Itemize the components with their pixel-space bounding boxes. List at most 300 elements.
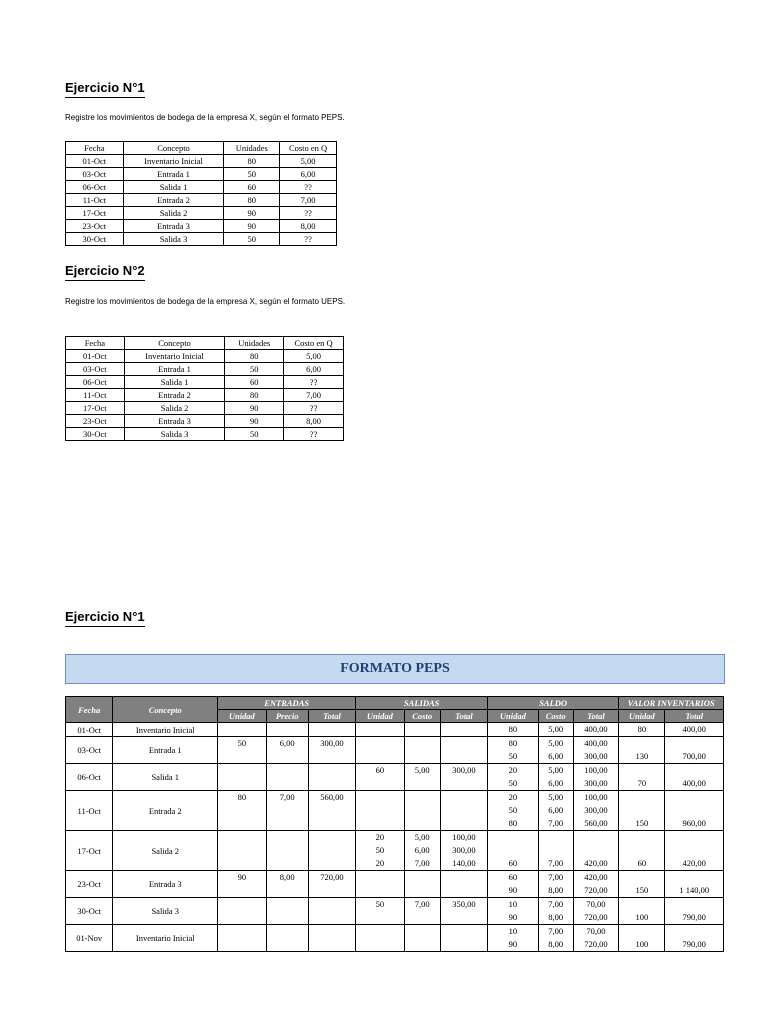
table-cell: 03-Oct — [66, 363, 125, 376]
table-cell: Salida 3 — [123, 233, 224, 246]
fecha-cell: 03-Oct — [66, 737, 113, 764]
value-line: 7,00 — [414, 858, 430, 868]
value-cell — [619, 925, 665, 952]
value-line — [665, 871, 723, 884]
value-cell — [665, 925, 724, 952]
value-cell — [308, 791, 355, 831]
table-cell: 5,00 — [280, 155, 337, 168]
value-line — [574, 844, 618, 857]
table-cell: ?? — [284, 402, 344, 415]
value-cell — [665, 871, 724, 898]
value-cell — [440, 723, 487, 737]
value-cell — [619, 831, 665, 871]
value-line: 5,00 — [414, 765, 430, 775]
value-line: 400,00 — [682, 778, 706, 788]
concepto-cell: Salida 2 — [113, 831, 218, 871]
table-cell: 06-Oct — [66, 376, 125, 389]
value-line: 90 — [508, 939, 518, 949]
value-cell — [573, 764, 618, 791]
value-cell — [665, 898, 724, 925]
value-line: 70,00 — [586, 899, 606, 909]
value-line: 5,00 — [414, 832, 430, 842]
value-line — [574, 831, 618, 844]
value-line: 50 — [508, 778, 518, 788]
value-cell — [308, 764, 355, 791]
value-line: 60 — [508, 872, 518, 882]
value-cell — [488, 898, 538, 925]
value-line — [665, 791, 723, 804]
exercise-2-table — [65, 336, 344, 441]
column-header: Concepto — [124, 337, 225, 350]
sub-header: Total — [665, 710, 724, 723]
value-cell — [440, 737, 487, 764]
value-cell — [308, 831, 355, 871]
value-line: 8,00 — [548, 912, 564, 922]
group-valor-inventarios: VALOR INVENTARIOS — [619, 697, 724, 710]
value-line: 20 — [375, 832, 385, 842]
value-cell — [665, 737, 724, 764]
sub-header: Total — [573, 710, 618, 723]
table-cell: 11-Oct — [66, 194, 124, 207]
value-cell — [488, 791, 538, 831]
table-header-row — [66, 142, 337, 155]
value-cell — [538, 898, 573, 925]
value-line: 20 — [375, 858, 385, 868]
value-cell — [404, 723, 440, 737]
value-line: 7,00 — [548, 858, 564, 868]
value-cell — [356, 925, 404, 952]
fecha-cell: 01-Oct — [66, 723, 113, 737]
value-cell — [440, 831, 487, 871]
column-header: Costo en Q — [284, 337, 344, 350]
value-cell — [665, 791, 724, 831]
value-line: 130 — [635, 751, 649, 761]
table-cell: 6,00 — [284, 363, 344, 376]
sub-header: Costo — [538, 710, 573, 723]
table-cell: 50 — [224, 168, 280, 181]
column-header: Costo en Q — [280, 142, 337, 155]
value-cell — [573, 925, 618, 952]
table-cell: 90 — [225, 415, 284, 428]
sub-header: Total — [308, 710, 355, 723]
value-line — [665, 898, 723, 911]
value-line: 100,00 — [584, 765, 608, 775]
value-cell — [538, 737, 573, 764]
table-row — [66, 194, 337, 207]
fecha-cell: 11-Oct — [66, 791, 113, 831]
table-cell: 60 — [225, 376, 284, 389]
value-line: 300,00 — [584, 778, 608, 788]
value-cell — [266, 723, 308, 737]
group-entradas: ENTRADAS — [218, 697, 356, 710]
value-cell — [440, 791, 487, 831]
value-line: 420,00 — [584, 858, 608, 868]
value-cell — [404, 925, 440, 952]
concepto-cell: Inventario Inicial — [113, 925, 218, 952]
column-header: Fecha — [66, 337, 125, 350]
value-line: 7,00 — [414, 899, 430, 909]
value-cell — [218, 831, 266, 871]
peps-row — [66, 925, 724, 952]
value-cell — [538, 723, 573, 737]
value-line — [665, 831, 723, 844]
value-line: 70 — [637, 778, 647, 788]
value-line — [619, 925, 664, 938]
value-line: 60 — [637, 858, 647, 868]
concepto-cell: Entrada 1 — [113, 737, 218, 764]
table-cell: 01-Oct — [66, 155, 124, 168]
table-cell: Entrada 1 — [124, 363, 225, 376]
table-cell: Entrada 3 — [124, 415, 225, 428]
value-cell — [218, 925, 266, 952]
table-cell: Entrada 2 — [123, 194, 224, 207]
value-line — [665, 737, 723, 750]
table-cell: 30-Oct — [66, 428, 125, 441]
value-line: 5,00 — [548, 765, 564, 775]
value-line — [619, 871, 664, 884]
table-row — [66, 155, 337, 168]
value-cell — [218, 764, 266, 791]
table-row — [66, 389, 344, 402]
value-cell — [356, 831, 404, 871]
table-cell: Entrada 3 — [123, 220, 224, 233]
table-row — [66, 376, 344, 389]
table-cell: 80 — [224, 194, 280, 207]
table-cell: 90 — [225, 402, 284, 415]
column-header: Unidades — [224, 142, 280, 155]
value-line: 100 — [635, 939, 649, 949]
value-line: 720,00 — [320, 872, 344, 882]
value-line: 80 — [508, 818, 518, 828]
value-line: 8,00 — [279, 872, 295, 882]
peps-row — [66, 898, 724, 925]
concepto-cell: Salida 1 — [113, 764, 218, 791]
value-cell — [538, 871, 573, 898]
value-cell — [308, 898, 355, 925]
value-line: 10 — [508, 926, 518, 936]
value-line — [619, 844, 664, 857]
table-row — [66, 168, 337, 181]
group-saldo: SALDO — [488, 697, 619, 710]
table-cell: 80 — [224, 155, 280, 168]
value-cell — [356, 898, 404, 925]
group-salidas: SALIDAS — [356, 697, 488, 710]
value-line: 420,00 — [682, 858, 706, 868]
value-cell — [488, 764, 538, 791]
table-cell: 06-Oct — [66, 181, 124, 194]
value-line: 6,00 — [279, 738, 295, 748]
value-line: 150 — [635, 818, 649, 828]
peps-row — [66, 831, 724, 871]
value-cell — [308, 737, 355, 764]
table-cell: Salida 2 — [123, 207, 224, 220]
table-cell: 23-Oct — [66, 220, 124, 233]
sub-header: Unidad — [619, 710, 665, 723]
table-cell: 6,00 — [280, 168, 337, 181]
table-cell: 17-Oct — [66, 207, 124, 220]
value-line: 5,00 — [548, 724, 564, 734]
value-cell — [218, 723, 266, 737]
exercise-2-heading: Ejercicio N°2 — [65, 263, 145, 281]
concepto-cell: Entrada 3 — [113, 871, 218, 898]
value-cell — [404, 791, 440, 831]
value-line: 350,00 — [452, 899, 476, 909]
table-row — [66, 207, 337, 220]
value-cell — [538, 764, 573, 791]
value-cell — [266, 898, 308, 925]
concepto-cell: Entrada 2 — [113, 791, 218, 831]
table-header-row — [66, 337, 344, 350]
value-line: 300,00 — [452, 845, 476, 855]
format-banner: FORMATO PEPS — [65, 654, 725, 684]
table-cell: 23-Oct — [66, 415, 125, 428]
value-cell — [619, 764, 665, 791]
value-cell — [356, 737, 404, 764]
value-cell — [356, 764, 404, 791]
value-line: 80 — [508, 724, 518, 734]
table-cell: Inventario Inicial — [124, 350, 225, 363]
value-line: 790,00 — [682, 912, 706, 922]
value-line — [665, 804, 723, 817]
value-cell — [488, 831, 538, 871]
value-cell — [266, 925, 308, 952]
table-cell: 7,00 — [284, 389, 344, 402]
value-line: 6,00 — [548, 778, 564, 788]
value-line: 300,00 — [452, 765, 476, 775]
table-cell: Inventario Inicial — [123, 155, 224, 168]
table-cell: 17-Oct — [66, 402, 125, 415]
value-cell — [308, 723, 355, 737]
value-line: 100,00 — [584, 792, 608, 802]
value-cell — [573, 791, 618, 831]
value-cell — [573, 723, 618, 737]
fecha-cell: 30-Oct — [66, 898, 113, 925]
table-cell: 30-Oct — [66, 233, 124, 246]
value-cell — [488, 723, 538, 737]
table-cell: 90 — [224, 207, 280, 220]
value-line: 20 — [508, 765, 518, 775]
col-fecha: Fecha — [66, 697, 113, 723]
table-cell: 5,00 — [284, 350, 344, 363]
sub-header: Unidad — [356, 710, 404, 723]
table-row — [66, 402, 344, 415]
value-line: 420,00 — [584, 872, 608, 882]
value-line: 5,00 — [548, 792, 564, 802]
value-cell — [404, 764, 440, 791]
peps-row — [66, 764, 724, 791]
exercise-1-instruction: Registre los movimientos de bodega de la empresa X, según el formato PEPS. — [65, 113, 345, 122]
table-row — [66, 415, 344, 428]
value-line: 700,00 — [682, 751, 706, 761]
value-line: 8,00 — [548, 939, 564, 949]
value-line — [619, 831, 664, 844]
sub-header: Unidad — [218, 710, 266, 723]
table-cell: Salida 2 — [124, 402, 225, 415]
value-cell — [619, 791, 665, 831]
table-cell: 50 — [225, 428, 284, 441]
value-line: 80 — [508, 738, 518, 748]
value-cell — [573, 737, 618, 764]
sub-header: Total — [440, 710, 487, 723]
concepto-cell: Inventario Inicial — [113, 723, 218, 737]
value-line: 100,00 — [452, 832, 476, 842]
table-cell: 11-Oct — [66, 389, 125, 402]
table-cell: 50 — [224, 233, 280, 246]
value-cell — [404, 871, 440, 898]
fecha-cell: 06-Oct — [66, 764, 113, 791]
value-cell — [488, 737, 538, 764]
value-line — [665, 764, 723, 777]
value-cell — [538, 791, 573, 831]
value-cell — [218, 898, 266, 925]
exercise-2-instruction: Registre los movimientos de bodega de la empresa X, según el formato UEPS. — [65, 297, 346, 306]
value-line: 400,00 — [584, 738, 608, 748]
value-line — [619, 804, 664, 817]
table-cell: 80 — [225, 389, 284, 402]
value-line: 6,00 — [548, 751, 564, 761]
value-line: 560,00 — [320, 792, 344, 802]
value-cell — [619, 898, 665, 925]
table-row — [66, 220, 337, 233]
value-line: 720,00 — [584, 885, 608, 895]
value-line: 1 140,00 — [679, 885, 710, 895]
value-line: 7,00 — [548, 818, 564, 828]
value-cell — [404, 737, 440, 764]
value-line: 80 — [237, 792, 247, 802]
value-cell — [266, 791, 308, 831]
table-cell: Salida 1 — [123, 181, 224, 194]
value-line: 8,00 — [548, 885, 564, 895]
value-line: 400,00 — [682, 724, 706, 734]
value-line: 150 — [635, 885, 649, 895]
table-cell: 50 — [225, 363, 284, 376]
table-cell: ?? — [280, 207, 337, 220]
value-cell — [665, 831, 724, 871]
value-cell — [266, 831, 308, 871]
fecha-cell: 01-Nov — [66, 925, 113, 952]
table-cell: Salida 1 — [124, 376, 225, 389]
table-cell: ?? — [280, 233, 337, 246]
value-cell — [356, 723, 404, 737]
table-cell: ?? — [284, 428, 344, 441]
value-line: 300,00 — [320, 738, 344, 748]
table-row — [66, 350, 344, 363]
value-line: 7,00 — [548, 926, 564, 936]
value-cell — [404, 898, 440, 925]
value-line — [619, 791, 664, 804]
value-line: 50 — [508, 805, 518, 815]
value-line — [665, 925, 723, 938]
column-header: Concepto — [123, 142, 224, 155]
value-cell — [619, 737, 665, 764]
value-cell — [308, 871, 355, 898]
exercise-1-heading: Ejercicio N°1 — [65, 80, 145, 98]
table-row — [66, 181, 337, 194]
table-row — [66, 363, 344, 376]
value-cell — [573, 871, 618, 898]
value-line — [619, 898, 664, 911]
value-line: 20 — [508, 792, 518, 802]
table-cell: 8,00 — [284, 415, 344, 428]
value-cell — [538, 925, 573, 952]
value-line: 7,00 — [279, 792, 295, 802]
value-line: 6,00 — [548, 805, 564, 815]
value-line: 80 — [637, 724, 647, 734]
sub-header: Costo — [404, 710, 440, 723]
value-cell — [619, 723, 665, 737]
value-cell — [665, 764, 724, 791]
value-line: 400,00 — [584, 724, 608, 734]
column-header: Unidades — [225, 337, 284, 350]
table-cell: 03-Oct — [66, 168, 124, 181]
exercise-3-heading: Ejercicio N°1 — [65, 609, 145, 627]
value-line — [488, 831, 537, 844]
peps-row — [66, 737, 724, 764]
table-cell: 90 — [224, 220, 280, 233]
value-cell — [218, 871, 266, 898]
value-cell — [573, 831, 618, 871]
fecha-cell: 17-Oct — [66, 831, 113, 871]
value-line: 5,00 — [548, 738, 564, 748]
value-line: 100 — [635, 912, 649, 922]
table-row — [66, 233, 337, 246]
value-line: 50 — [237, 738, 247, 748]
value-line: 960,00 — [682, 818, 706, 828]
value-line — [619, 737, 664, 750]
value-line: 300,00 — [584, 751, 608, 761]
value-line — [488, 844, 537, 857]
value-line: 7,00 — [548, 899, 564, 909]
value-cell — [488, 925, 538, 952]
value-line: 60 — [508, 858, 518, 868]
value-cell — [665, 723, 724, 737]
value-cell — [440, 871, 487, 898]
value-line: 790,00 — [682, 939, 706, 949]
table-cell: ?? — [280, 181, 337, 194]
sub-header: Precio — [266, 710, 308, 723]
value-line: 50 — [508, 751, 518, 761]
fecha-cell: 23-Oct — [66, 871, 113, 898]
peps-row — [66, 723, 724, 737]
col-concepto: Concepto — [113, 697, 218, 723]
table-cell: 7,00 — [280, 194, 337, 207]
value-cell — [266, 764, 308, 791]
value-line: 90 — [237, 872, 247, 882]
concepto-cell: Salida 3 — [113, 898, 218, 925]
value-cell — [538, 831, 573, 871]
table-cell: Entrada 1 — [123, 168, 224, 181]
value-cell — [404, 831, 440, 871]
value-cell — [266, 737, 308, 764]
value-line — [539, 844, 573, 857]
value-line: 6,00 — [414, 845, 430, 855]
value-line: 140,00 — [452, 858, 476, 868]
value-cell — [619, 871, 665, 898]
value-line: 90 — [508, 912, 518, 922]
peps-row — [66, 791, 724, 831]
value-cell — [440, 925, 487, 952]
peps-row — [66, 871, 724, 898]
value-line: 70,00 — [586, 926, 606, 936]
value-line: 300,00 — [584, 805, 608, 815]
table-row — [66, 428, 344, 441]
table-cell: 8,00 — [280, 220, 337, 233]
value-line: 50 — [375, 899, 385, 909]
table-cell: 01-Oct — [66, 350, 125, 363]
value-cell — [488, 871, 538, 898]
value-line — [539, 831, 573, 844]
value-cell — [440, 764, 487, 791]
